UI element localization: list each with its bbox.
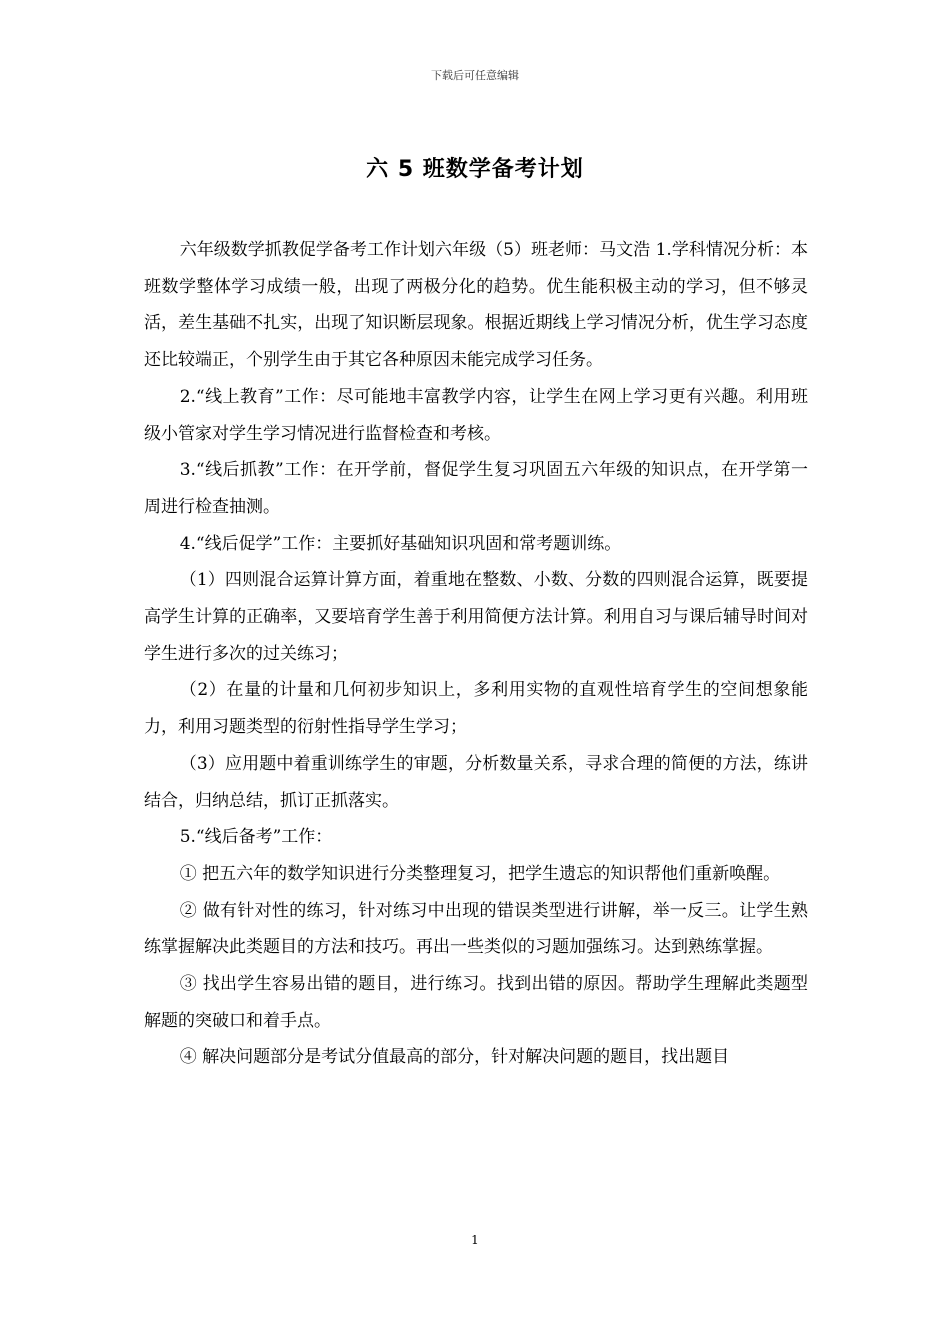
paragraph-item-2-geometry: （2）在量的计量和几何初步知识上，多利用实物的直观性培育学生的空间想象能力，利用习题类型的衍射性指导学生学习； <box>144 680 808 738</box>
paragraph-after-online-teaching: 3.“线后抓教”工作：在开学前，督促学生复习巩固五六年级的知识点，在开学第一周进行检查抽测。 <box>144 460 808 517</box>
paragraph-circled-1: ① 把五六年的数学知识进行分类整理复习，把学生遗忘的知识帮他们重新唤醒。 <box>179 863 781 884</box>
paragraph-after-online-learning: 4.“线后促学”工作：主要抓好基础知识巩固和常考题训练。 <box>179 533 622 554</box>
paragraph-circled-4: ④ 解决问题部分是考试分值最高的部分，针对解决问题的题目，找出题目 <box>179 1047 730 1068</box>
page-number: 1 <box>471 1233 479 1247</box>
document-body <box>144 232 808 1076</box>
paragraph-circled-2: ② 做有针对性的练习，针对练习中出现的错误类型进行讲解，举一反三。让学生熟练掌握解决此类题目的方法和技巧。再出一些类似的习题加强练习。达到熟练掌握。 <box>144 900 808 958</box>
paragraph-exam-preparation: 5.“线后备考”工作： <box>179 827 333 848</box>
paragraph-item-3-word-problems: （3）应用题中着重训练学生的审题，分析数量关系，寻求合理的简便的方法，练讲结合，归纳总结，抓订正抓落实。 <box>144 753 808 811</box>
paragraph-online-education: 2.“线上教育”工作：尽可能地丰富教学内容，让学生在网上学习更有兴趣。利用班级小管家对学生学习情况进行监督检查和考核。 <box>144 386 808 444</box>
document-title: 六 5 班数学备考计划 <box>366 157 584 182</box>
paragraph-item-1-arithmetic: （1）四则混合运算计算方面，着重地在整数、小数、分数的四则混合运算，既要提高学生计算的正确率，又要培育学生善于利用简便方法计算。利用自习与课后辅导时间对学生进行多次的过关练习； <box>144 570 808 664</box>
paragraph-situation-analysis: 六年级数学抓教促学备考工作计划六年级（5）班老师：马文浩 1.学科情况分析：本班数学整体学习成绩一般，出现了两极分化的趋势。优生能积极主动的学习，但不够灵活，差生基础不扎实，出现了知识断层现象。根据近期线上学习情况分析，优生学习态度还比较端正，个别学生由于其它各种原因未能完成学习任务。 <box>144 240 808 371</box>
page-header: 下载后可任意编辑 <box>431 69 519 82</box>
paragraph-circled-3: ③ 找出学生容易出错的题目，进行练习。找到出错的原因。帮助学生理解此类题型解题的突破口和着手点。 <box>144 974 808 1031</box>
